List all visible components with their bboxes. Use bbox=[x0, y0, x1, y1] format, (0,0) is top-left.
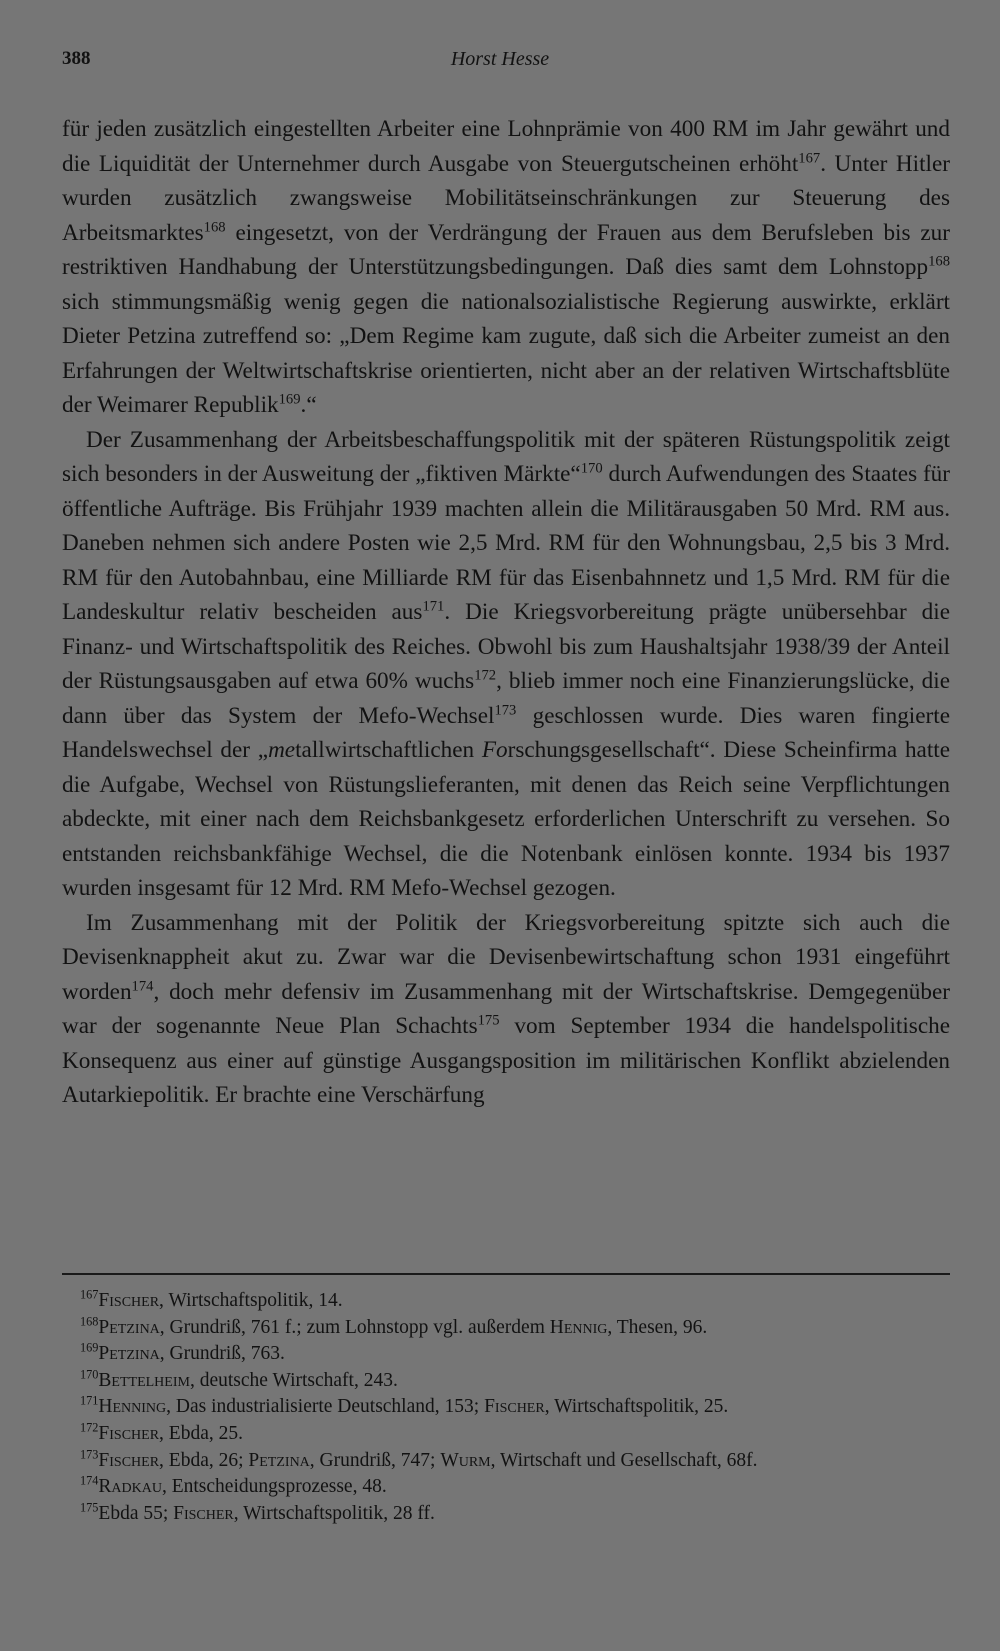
author-name: Fischer bbox=[173, 1502, 234, 1524]
text-run: , Grundriß, 763. bbox=[159, 1343, 285, 1365]
text-run: durch Aufwendungen des Staates für öffentliche Aufträge. Bis Frühjahr 1939 machten allein die Militärausgaben 50 Mrd. RM aus. Daneben nehmen sich andere Posten wie 2,5 Mrd. RM für den Wohnungsbau, 2,5 bis 3 Mrd. RM für den Autobahnbau, eine Milliarde RM für das Eisenbahnnetz und 1,5 Mrd. RM für die Landeskultur relativ bescheiden aus bbox=[62, 461, 950, 625]
footnote bbox=[80, 1394, 948, 1421]
footnote bbox=[80, 1448, 948, 1475]
footnote-ref: 168 bbox=[203, 218, 226, 235]
text-run: , Thesen, 96. bbox=[607, 1316, 708, 1338]
footnote-ref: 168 bbox=[80, 1314, 99, 1329]
text-run: Ebda 55; bbox=[98, 1502, 174, 1524]
italic-text: Fo bbox=[481, 737, 508, 763]
paragraph bbox=[62, 423, 950, 906]
page-header bbox=[62, 44, 938, 80]
text-run: , doch mehr defensiv im Zusammenhang mit der Wirtschaftskrise. Demgegenüber war der sogenannte Neue Plan Schachts bbox=[62, 978, 950, 1039]
footnote-ref: 167 bbox=[798, 149, 821, 166]
text-run: Der Zusammenhang der Arbeitsbeschaffungspolitik mit der späteren Rüstungspolitik zeigt sich besonders in der Ausweitung der „fiktiven Märkte“ bbox=[62, 426, 950, 487]
footnote bbox=[80, 1501, 948, 1528]
author-name: Henning bbox=[98, 1396, 167, 1418]
footnote-ref: 173 bbox=[494, 701, 517, 718]
author-name: Petzina bbox=[98, 1316, 160, 1338]
author-name: Fischer bbox=[484, 1396, 545, 1418]
footnote bbox=[80, 1421, 948, 1448]
text-run: , Wirtschaftspolitik, 14. bbox=[159, 1290, 343, 1311]
author-name: Petzina bbox=[248, 1449, 310, 1471]
footnote-ref: 171 bbox=[422, 598, 445, 615]
footnote-ref: 175 bbox=[477, 1012, 500, 1029]
text-run: sich stimmungsmäßig wenig gegen die nationalsozialistische Regierung auswirkte, erklärt Dieter Petzina zutreffend so: „Dem Regime kam zugute, daß sich die Arbeiter zumeist an den Erfahrungen der Weltwirtschaftskrise orientierten, nicht aber an der relativen Wirtschaftsblüte der Weimarer Republik bbox=[62, 288, 950, 418]
footnote-ref: 171 bbox=[80, 1393, 99, 1408]
text-run: , blieb immer noch eine Finanzierungslücke, die dann über das System der Mefo-Wechsel bbox=[62, 668, 951, 729]
text-run: , Entscheidungsprozesse, 48. bbox=[161, 1476, 387, 1498]
text-run: eingesetzt, von der Verdrängung der Frauen aus dem Berufsleben bis zur restriktiven Handhabung der Unterstützungsbedingungen. Daß dies samt dem Lohnstopp bbox=[62, 219, 950, 280]
text-run: für jeden zusätzlich eingestellten Arbeiter eine Lohnprämie von 400 RM im Jahr gewährt und die Liquidität der Unternehmer durch Ausgabe von Steuergutscheinen erhöht bbox=[62, 116, 950, 177]
footnote-ref: 174 bbox=[131, 977, 154, 994]
footnote bbox=[80, 1315, 948, 1342]
page-number: 388 bbox=[62, 48, 91, 69]
text-run: , Wirtschaftspolitik, 25. bbox=[544, 1396, 729, 1418]
text-run: , Ebda, 26; bbox=[159, 1449, 249, 1471]
author-name: Radkau bbox=[98, 1476, 162, 1498]
author-name: Petzina bbox=[98, 1343, 160, 1365]
footnote-ref: 170 bbox=[580, 460, 603, 477]
text-run: , Das industrialisierte Deutschland, 153; bbox=[166, 1396, 485, 1418]
footnotes bbox=[80, 1288, 948, 1527]
footnote-ref: 169 bbox=[278, 391, 301, 408]
text-run: tallwirtschaftlichen bbox=[295, 737, 482, 763]
footnote-ref: 173 bbox=[80, 1447, 99, 1462]
footnote bbox=[80, 1368, 948, 1395]
footnote-ref: 170 bbox=[80, 1367, 99, 1382]
text-run: Im Zusammenhang mit der Politik der Kriegsvorbereitung spitzte sich auch die Devisenknappheit akut zu. Zwar war die Devisenbewirtschaftung schon 1931 eingeführt worden bbox=[62, 909, 950, 1005]
footnote-ref: 169 bbox=[80, 1340, 99, 1355]
author-name: Hennig bbox=[549, 1316, 608, 1338]
text-run: . Die Kriegsvorbereitung prägte unübersehbar die Finanz- und Wirtschaftspolitik des Reiches. Obwohl bis zum Haushaltsjahr 1938/39 der Anteil der Rüstungsausgaben auf etwa 60% wuchs bbox=[62, 599, 950, 694]
footnote-ref: 172 bbox=[80, 1420, 99, 1435]
author-name: Fischer bbox=[98, 1290, 160, 1311]
text-run: , Ebda, 25. bbox=[159, 1422, 243, 1444]
text-run: . Unter Hitler wurden zusätzlich zwangsweise Mobilitätseinschränkungen zur Steuerung des Arbeitsmarktes bbox=[62, 150, 950, 246]
italic-text: me bbox=[268, 737, 296, 763]
text-run: , Grundriß, 747; bbox=[309, 1449, 441, 1471]
text-run: rschungsgesellschaft“. Diese Scheinfirma hatte die Aufgabe, Wechsel von Rüstungslieferanten, mit denen das Reich seine Verpflichtungen abdeckte, mit einer nach dem Reichsbankgesetz erforderlichen Unterschrift zu versehen. So entstanden reichsbankfähige Wechsel, die die Notenbank einlösen konnte. 1934 bis 1937 wurden insgesamt für 12 Mrd. RM Mefo-Wechsel gezogen. bbox=[62, 737, 951, 901]
footnote bbox=[80, 1474, 948, 1501]
text-run: geschlossen wurde. Dies waren fingierte Handelswechsel der „ bbox=[62, 702, 950, 763]
footnote-divider bbox=[62, 1273, 950, 1275]
text-run: , Wirtschaftspolitik, 28 ff. bbox=[233, 1502, 435, 1524]
body-text bbox=[62, 112, 950, 1113]
footnote bbox=[80, 1288, 948, 1315]
text-run: , Wirtschaft und Gesellschaft, 68f. bbox=[490, 1449, 758, 1471]
running-head: Horst Hesse bbox=[450, 48, 550, 70]
footnote bbox=[80, 1341, 948, 1368]
text-run: , deutsche Wirtschaft, 243. bbox=[189, 1369, 398, 1391]
footnote-ref: 174 bbox=[80, 1473, 99, 1488]
text-run: , Grundriß, 761 f.; zum Lohnstopp vgl. außerdem bbox=[159, 1316, 550, 1338]
author-name: Fischer bbox=[98, 1449, 160, 1471]
footnote-ref: 175 bbox=[80, 1500, 99, 1515]
paragraph bbox=[62, 112, 950, 423]
footnote-ref: 172 bbox=[474, 667, 497, 684]
paragraph bbox=[62, 906, 950, 1113]
text-run: vom September 1934 die handelspolitische Konsequenz aus einer auf günstige Ausgangsposition im militärischen Konflikt abzielenden Autarkiepolitik. Er brachte eine Verschärfung bbox=[62, 1013, 950, 1108]
author-name: Fischer bbox=[98, 1422, 160, 1444]
footnote-ref: 167 bbox=[80, 1287, 99, 1302]
footnote-ref: 168 bbox=[928, 253, 950, 270]
author-name: Wurm bbox=[440, 1449, 491, 1471]
text-run: .“ bbox=[300, 392, 317, 418]
author-name: Bettelheim bbox=[98, 1369, 190, 1391]
